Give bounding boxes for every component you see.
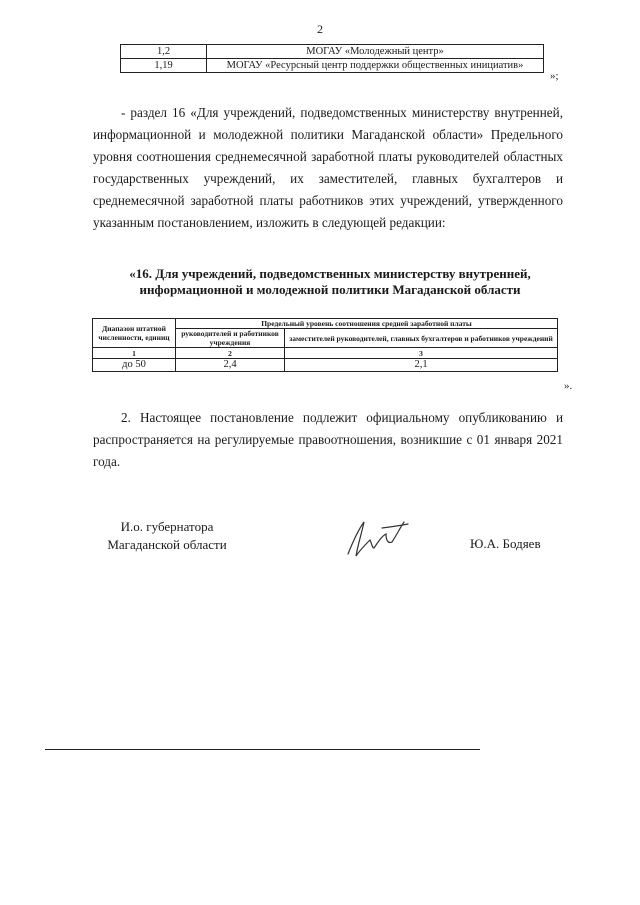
- section-heading: «16. Для учреждений, подведомственных министерству внутренней, информационной и молодежной политики Магаданской области: [129, 266, 531, 297]
- amendment-paragraph: - раздел 16 «Для учреждений, подведомственных министерству внутренней, информационной и молодежной политики Магаданской области» Предельного уровня соотношения среднемесячной заработной платы руководителей областных государственных учреждений, их заместителей, главных бухгалтеров и среднемесячной заработной платы работников этих учреждений, утвержденного указанным постановлением, изложить в следующей редакции:: [93, 105, 563, 230]
- page-number: 2: [317, 22, 323, 36]
- column-number: 2: [176, 348, 285, 359]
- column-number-row: [93, 348, 558, 359]
- handwritten-signature: [342, 514, 412, 562]
- salary-ratio-table: [92, 318, 558, 372]
- org-number: 1,19: [121, 59, 207, 73]
- effective-date-paragraph: 2. Настоящее постановление подлежит официальному опубликованию и распространяется на регулируемые правоотношения, возникшие с 01 января 2021 года.: [93, 410, 563, 469]
- signatory-title: [92, 518, 242, 554]
- signatory-title-line: Магаданской области: [107, 537, 227, 552]
- table-closing-quote: ».: [564, 380, 573, 392]
- table-row: [93, 359, 558, 372]
- org-name: МОГАУ «Ресурсный центр поддержки общественных инициатив»: [207, 59, 544, 73]
- column-number: 3: [285, 348, 558, 359]
- deputies-ratio-cell: 2,1: [285, 359, 558, 372]
- column-header-staff-range: Диапазон штатной численности, единиц: [93, 319, 176, 348]
- heads-ratio-cell: 2,4: [176, 359, 285, 372]
- column-group-header: Предельный уровень соотношения средней заработной платы: [176, 319, 558, 329]
- signatory-name: Ю.А. Бодяев: [470, 536, 541, 551]
- table-header-row: [93, 319, 558, 329]
- column-number: 1: [93, 348, 176, 359]
- staff-range-cell: до 50: [93, 359, 176, 372]
- signatory-title-line: И.о. губернатора: [120, 519, 214, 534]
- org-number: 1,2: [121, 45, 207, 59]
- organizations-table: [120, 44, 544, 73]
- table-closing-quote: »;: [550, 70, 559, 82]
- org-name: МОГАУ «Молодежный центр»: [207, 45, 544, 59]
- column-header-deputies: заместителей руководителей, главных бухгалтеров и работников учреждений: [285, 329, 558, 348]
- column-header-heads: руководителей и работников учреждения: [176, 329, 285, 348]
- table-row: [121, 45, 544, 59]
- bottom-divider: [45, 749, 480, 750]
- table-row: [121, 59, 544, 73]
